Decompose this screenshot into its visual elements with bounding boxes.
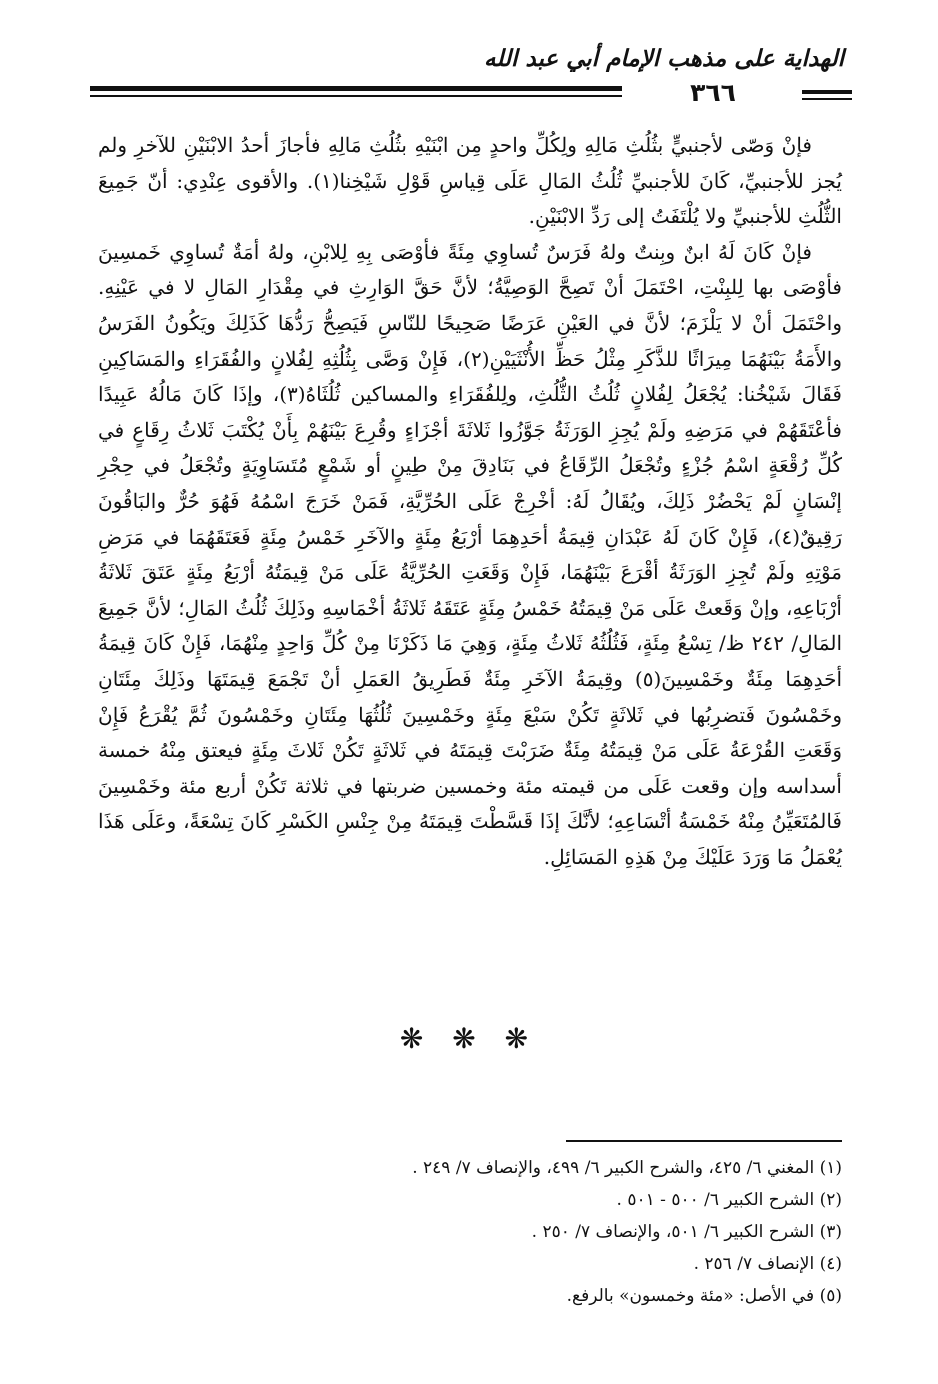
footnote: (٢) الشرح الكبير ٦/ ٥٠٠ - ٥٠١ .	[616, 1190, 842, 1210]
main-text	[98, 128, 842, 875]
footnote: (٥) في الأصل: «مئة وخمسون» بالرفع.	[566, 1286, 842, 1306]
running-header	[90, 46, 850, 107]
paragraph: فإنْ وَصّى لأجنبيٍّ بثُلُثِ مَالِهِ ولِكُلِّ واحدٍ مِن ابْنَيْهِ بثُلُثِ مَالِهِ فأجازَ أحدُ الابْنَيْنِ للآخرِ ولم يُجز للأجنبيِّ، كَانَ للأجنبيِّ ثُلُثُ المَالِ عَلَى قِياسِ قَوْلِ شَيْخِنا(١). والأقوى عِنْدِي: أنّ جَمِيعَ الثُّلُثِ للأجنبيِّ ولا يُلْتَفَتُ إلى رَدِّ الابْنَيْنِ.	[98, 133, 842, 229]
footnote: (١) المغني ٦/ ٤٢٥، والشرح الكبير ٦/ ٤٩٩، والإنصاف ٧/ ٢٤٩ .	[412, 1158, 842, 1178]
header-rule-short	[802, 90, 852, 100]
footnotes	[98, 1152, 842, 1312]
paragraph: فإنْ كَانَ لَهُ ابنٌ وبِنتٌ ولهُ فَرَسٌ تُساوِي مِئَةً فأوْصَى بِهِ لِلابْنِ، ولهُ أمَةٌ تُساوِي خَمسِينَ فأوْصَى بها لِلبِنْتِ، احْتَمَلَ أنْ تَصِحَّ الوَصِيَّةُ؛ لأنَّ حَقَّ الوَارِثِ في مِقْدَارِ المَالِ لا في عَيْنِهِ. واحْتَمَلَ أنْ لا يَلْزَمَ؛ لأنَّ في العَيْنِ عَرَضًا صَحِيحًا للنّاسِ فَيَصِحُّ رَدُّهَا كَذَلِكَ ويَكُونُ الفَرَسُ والأَمَةُ بَيْنَهُمَا مِيرَاثًا للذَّكَرِ مِثْلُ حَظِّ الأُنْثَيَيْنِ(٢)، فَإِنْ وَصَّى بِثُلُثِهِ لِفُلانٍ والفُقَرَاءِ والمَسَاكِينِ فَقَالَ شَيْخُنا: يُجْعَلُ لِفُلانٍ ثُلُثُ الثُّلُثِ، ولِلفُقَرَاءِ والمساكين ثُلُثَاهُ(٣)، وإذَا كَانَ مَالُهُ عَبِيدًا فأعْتَقَهُمْ في مَرَضِهِ ولَمْ يُجِزِ الوَرَثَةُ جَوَّزُوا ثَلاثَةَ أجْزَاءٍ وقُرِعَ بَيْنَهُمْ بِأَنْ يُكْتَبَ ثَلاثُ رِقَاعٍ في كُلِّ رُقْعَةٍ اسْمُ جُزْءٍ وتُجْعَلُ الرِّقَاعُ في بَنَادِقَ مِنْ طِينٍ أو شَمْعٍ مُتَسَاوِيَةٍ وتُجْعَلُ في حِجْرِ إنْسَانٍ لَمْ يَحْضُرْ ذَلِكَ، ويُقَالُ لَهُ: أخْرِجْ عَلَى الحُرِّيَّةِ، فَمَنْ خَرَجَ اسْمُهُ فَهُوَ حُرٌّ والبَاقُونَ رَقِيقٌ(٤)، فَإِنْ كَانَ لَهُ عَبْدَانِ قِيمَةُ أحَدِهِمَا أرْبَعُ مِئَةٍ والآخَرِ خَمْسُ مِئَةٍ فَعَتَقَهُمَا في مَرَضِ مَوْتِهِ ولَمْ تُجِزِ الوَرَثَةُ أقْرَعَ بَيْنَهُمَا، فَإِنْ وَقَعَتِ الحُرِّيَّةُ عَلَى مَنْ قِيمَتُهُ أرْبَعُ مِئَةٍ عَتَقَ ثَلاثَةُ أرْبَاعِهِ، وإنْ وَقَعتْ عَلَى مَنْ قِيمَتُهُ خَمْسُ مِئَةٍ عَتَقَهُ ثَلاثَةُ أخْمَاسِهِ وذَلِكَ ثُلُثُ المَالِ؛ لأنَّ جَمِيعَ المَالِ/ ٢٤٢ ظ/ تِسْعُ مِئَةٍ، فَثُلُثُهُ ثَلاثُ مِئَةٍ، وَهِيَ مَا ذَكَرْنَا مِنْ كُلِّ وَاحِدٍ مِنْهُمَا، فَإِنْ كَانَ قِيمَةُ أحَدِهِمَا مِئَةٌ وخَمْسِينَ(٥) وقِيمَةُ الآخَرِ مِئَةٌ فَطَرِيقُ العَمَلِ أنْ تَجْمَعَ قِيمَتَهَا وذَلِكَ مِئَتَانِ وخَمْسُونَ فَتضرِبُها في ثَلاثَةٍ تَكُنْ سَبْعَ مِئَةٍ وخَمْسِينَ ثُلُثُهَا مِئَتَانِ وخَمْسُونَ ثُمَّ يُقْرَعُ فَإِنْ وَقَعَتِ القُرْعَةُ عَلَى مَنْ قِيمَتُهُ مِئَةٌ ضَرَبْتَ قِيمَتَهُ في ثَلاثَةٍ تَكُنْ ثَلاثَ مِئَةٍ فيعتق مِنْهُ خمسة أسداسه وإن وقعت عَلَى من قيمته مئة وخمسين ضربتها في ثلاثة تَكُنْ أربع مئة وخَمْسِينَ فَالمُتَعَيِّنُ مِنْهُ خَمْسَةُ أتْسَاعِهِ؛ لأنَّكَ إذَا قَسَّطْتَ قِيمَتَهُ مِنْ جِنْسِ الكَسْرِ كَانَ تِسْعَةً، وعَلَى هَذَا يُعْمَلُ مَا وَرَدَ عَلَيْكَ مِنْ هَذِهِ المَسَائِلِ.	[98, 239, 843, 869]
section-ornament: ❋ ❋ ❋	[399, 1022, 539, 1055]
book-title: الهداية على مذهب الإمام أبي عبد الله	[484, 46, 844, 72]
footnote: (٣) الشرح الكبير ٦/ ٥٠١، والإنصاف ٧/ ٢٥٠ .	[531, 1222, 842, 1242]
footnote-divider	[566, 1140, 842, 1142]
header-rule	[90, 86, 622, 97]
footnote: (٤) الإنصاف ٧/ ٢٥٦ .	[693, 1254, 842, 1274]
page-number: ٣٦٦	[690, 78, 736, 107]
